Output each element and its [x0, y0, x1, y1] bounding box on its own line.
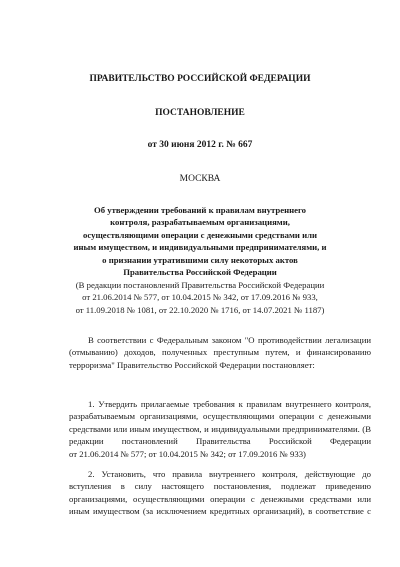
- government-heading: ПРАВИТЕЛЬСТВО РОССИЙСКОЙ ФЕДЕРАЦИИ: [89, 74, 311, 84]
- paragraph-line: от 21.06.2014 № 577; от 10.04.2015 № 342; от 17.09.2016 № 933): [69, 448, 306, 459]
- title-line: иным имуществом, и индивидуальными предпринимателями, и: [73, 242, 327, 253]
- paragraph-line: В соответствии с Федеральным законом "О противодействии легализации: [88, 335, 371, 345]
- title-line: Правительства Российской Федерации: [123, 267, 277, 278]
- document-title: [70, 204, 330, 278]
- paragraph-item-1: [69, 398, 371, 460]
- revision-line: от 11.09.2018 № 1081, от 22.10.2020 № 1716, от 14.07.2021 № 1187): [75, 304, 325, 315]
- paragraph-line: вступления в силу настоящего постановления, подлежат приведению: [69, 481, 371, 492]
- paragraph-line: иным имуществом (за исключением кредитных организаций), в соответствие с: [69, 506, 371, 517]
- revision-line: от 21.06.2014 № 577, от 10.04.2015 № 342, от 17.09.2016 № 933,: [82, 292, 318, 303]
- paragraph-line: разрабатываемым организациями, осуществляющими операции с денежными: [69, 411, 371, 422]
- document-city: МОСКВА: [179, 174, 221, 184]
- paragraph-line: средствами или иным имуществом, и индивидуальными предпринимателями. (В: [69, 423, 371, 434]
- document-type: ПОСТАНОВЛЕНИЕ: [155, 108, 245, 118]
- title-line: о признании утратившими силу некоторых актов: [102, 254, 298, 265]
- paragraph-item-2: [69, 468, 371, 518]
- paragraph-line: 2. Установить, что правила внутреннего контроля, действующие до: [88, 469, 371, 479]
- revision-line: (В редакции постановлений Правительства Российской Федерации: [75, 280, 325, 290]
- title-line: контроля, разрабатываемым организациями,: [110, 217, 290, 228]
- document-date-number: от 30 июня 2012 г. № 667: [147, 140, 253, 150]
- revision-note: [55, 279, 345, 316]
- paragraph-line: терроризма" Правительство Российской Федерации постановляет:: [69, 359, 315, 370]
- title-line: Об утверждении требований к правилам внутреннего: [93, 205, 307, 215]
- paragraph-line: редакции постановлений Правительства Российской Федерации: [69, 436, 371, 447]
- title-line: осуществляющими операции с денежными средствами или: [83, 229, 317, 240]
- paragraph-line: организациями, осуществляющими операции с денежными средствами или: [69, 493, 371, 504]
- paragraph-line: 1. Утвердить прилагаемые требования к правилам внутреннего контроля,: [88, 399, 371, 409]
- paragraph-line: (отмыванию) доходов, полученных преступным путем, и финансированию: [69, 347, 371, 358]
- paragraph-preamble: [69, 334, 371, 371]
